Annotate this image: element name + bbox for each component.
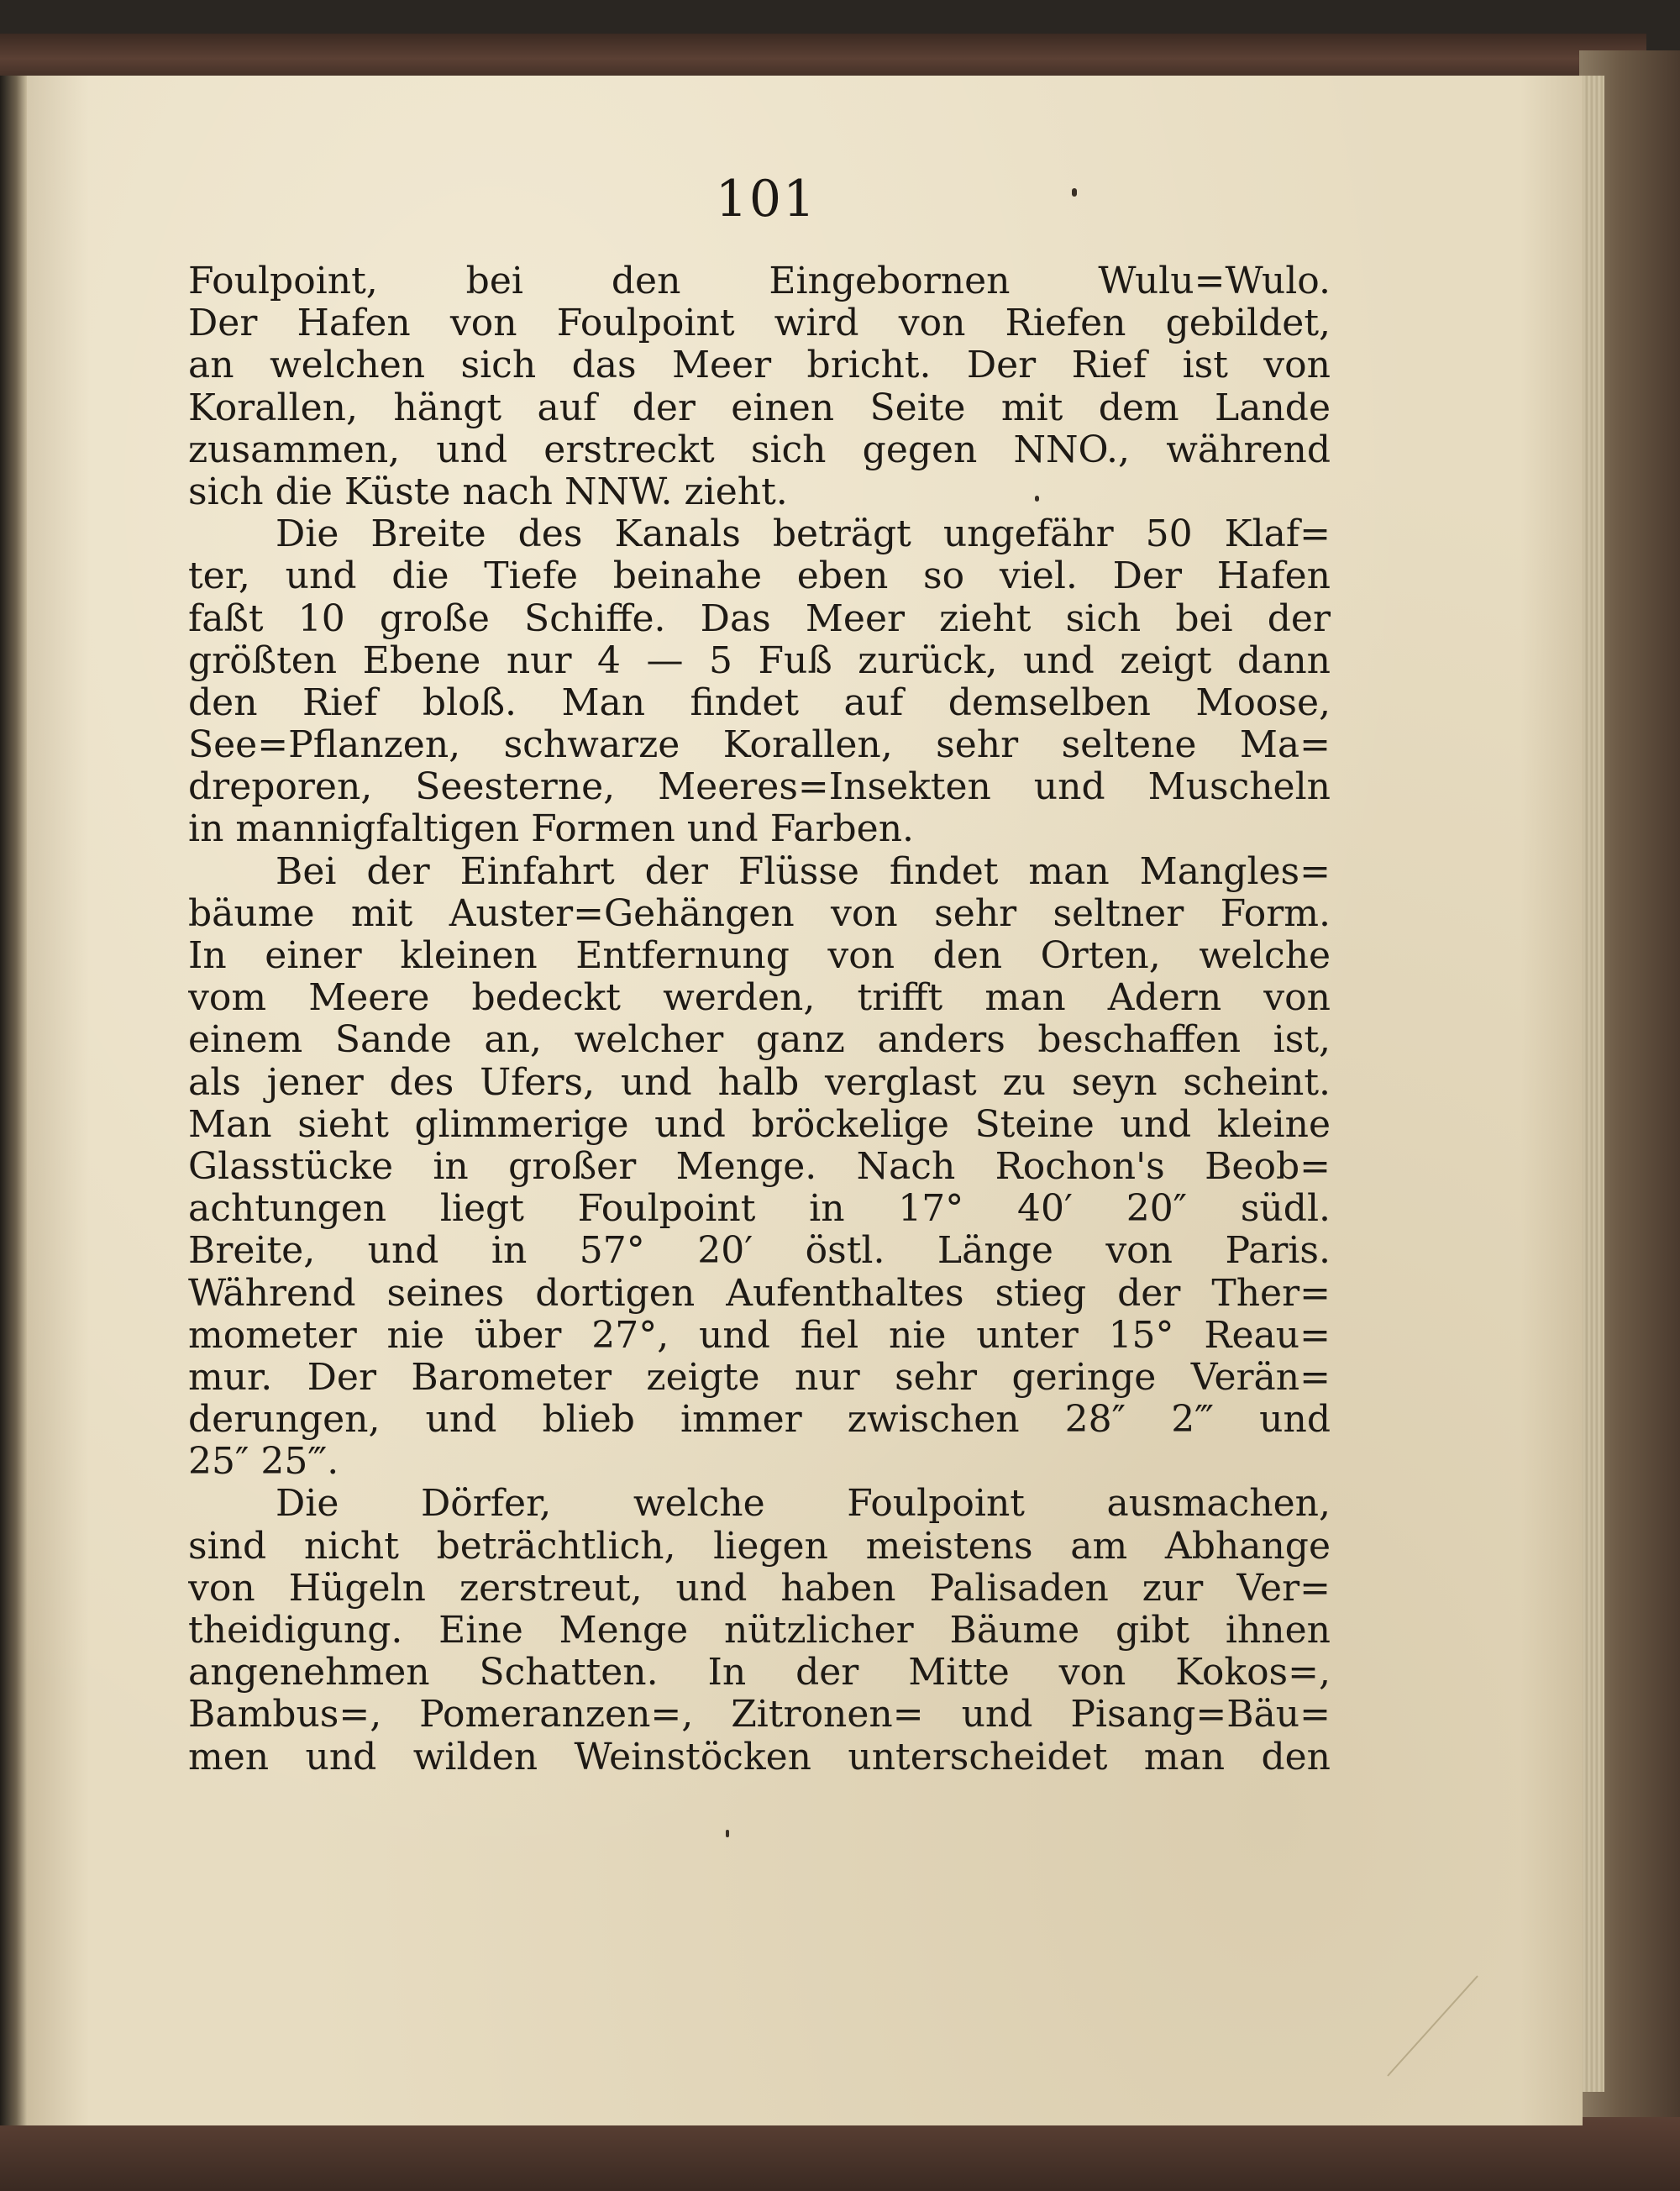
text-line: Die Dörfer, welche Foulpoint ausmachen, bbox=[276, 1483, 1331, 1526]
text-line: dreporen, Seesterne, Meeres=Insekten und Muscheln bbox=[188, 766, 1331, 809]
text-line: sich die Küste nach NNW. zieht. bbox=[188, 470, 788, 513]
text-line: In einer kleinen Entfernung von den Orten, welche bbox=[188, 935, 1331, 977]
text-line: von Hügeln zerstreut, und haben Palisaden zur Ver= bbox=[188, 1567, 1331, 1610]
text-line: Man sieht glimmerige und bröckelige Steine und kleine bbox=[188, 1103, 1331, 1146]
text-line: einem Sande an, welcher ganz anders beschaffen ist, bbox=[188, 1019, 1331, 1062]
text-line: in mannigfaltigen Formen und Farben. bbox=[188, 808, 915, 851]
page-number: 101 bbox=[715, 170, 817, 229]
text-line: derungen, und blieb immer zwischen 28″ 2‴ und bbox=[188, 1399, 1331, 1442]
text-line: Die Breite des Kanals beträgt ungefähr 50 Klaf= bbox=[276, 513, 1331, 556]
text-line: achtungen liegt Foulpoint in 17° 40′ 20″ südl. bbox=[188, 1188, 1331, 1231]
text-line: bäume mit Auster=Gehängen von sehr seltner Form. bbox=[188, 892, 1331, 935]
ink-speck bbox=[1035, 496, 1039, 502]
paper-crease bbox=[1387, 1975, 1478, 2076]
text-line: größten Ebene nur 4 — 5 Fuß zurück, und zeigt dann bbox=[188, 639, 1331, 682]
text-line: Während seines dortigen Aufenthaltes stieg der Ther= bbox=[188, 1272, 1331, 1315]
text-line: Breite, und in 57° 20′ östl. Länge von Paris. bbox=[188, 1230, 1331, 1273]
text-line: Der Hafen von Foulpoint wird von Riefen gebildet, bbox=[188, 302, 1331, 345]
ink-speck bbox=[726, 1830, 729, 1837]
text-line: ter, und die Tiefe beinahe eben so viel. Der Hafen bbox=[188, 555, 1331, 598]
text-line: 25″ 25‴. bbox=[188, 1441, 339, 1484]
text-line: angenehmen Schatten. In der Mitte von Kokos=, bbox=[188, 1652, 1331, 1694]
page-stack-edge bbox=[1579, 76, 1604, 2092]
page-text bbox=[188, 260, 1331, 1779]
text-line: zusammen, und erstreckt sich gegen NNO., während bbox=[188, 428, 1331, 471]
text-line: als jener des Ufers, und halb verglast zu seyn scheint. bbox=[188, 1061, 1331, 1104]
text-line: vom Meere bedeckt werden, trifft man Adern von bbox=[188, 977, 1331, 1020]
text-line: Glasstücke in großer Menge. Nach Rochon's Beob= bbox=[188, 1145, 1331, 1188]
book-page bbox=[27, 76, 1583, 2125]
text-line: faßt 10 große Schiffe. Das Meer zieht sich bei der bbox=[188, 597, 1331, 640]
text-line: Foulpoint, bei den Eingebornen Wulu=Wulo. bbox=[188, 260, 1331, 302]
text-line: Korallen, hängt auf der einen Seite mit dem Lande bbox=[188, 386, 1331, 429]
book-cover-bottom-edge bbox=[0, 2117, 1680, 2191]
text-line: Bei der Einfahrt der Flüsse findet man Mangles= bbox=[276, 850, 1331, 893]
ink-speck bbox=[1072, 188, 1077, 197]
text-line: den Rief bloß. Man findet auf demselben Moose, bbox=[188, 681, 1331, 724]
text-line: Bambus=, Pomeranzen=, Zitronen= und Pisang=Bäu= bbox=[188, 1694, 1331, 1737]
text-line: men und wilden Weinstöcken unterscheidet man den bbox=[188, 1736, 1331, 1779]
text-line: an welchen sich das Meer bricht. Der Rief ist von bbox=[188, 344, 1331, 387]
text-line: See=Pflanzen, schwarze Korallen, sehr seltene Ma= bbox=[188, 724, 1331, 767]
page-gutter bbox=[0, 76, 27, 2125]
text-line: theidigung. Eine Menge nützlicher Bäume gibt ihnen bbox=[188, 1610, 1331, 1652]
text-line: mometer nie über 27°, und fiel nie unter 15° Reau= bbox=[188, 1314, 1331, 1357]
text-line: sind nicht beträchtlich, liegen meistens am Abhange bbox=[188, 1525, 1331, 1568]
text-line: mur. Der Barometer zeigte nur sehr geringe Verän= bbox=[188, 1356, 1331, 1399]
